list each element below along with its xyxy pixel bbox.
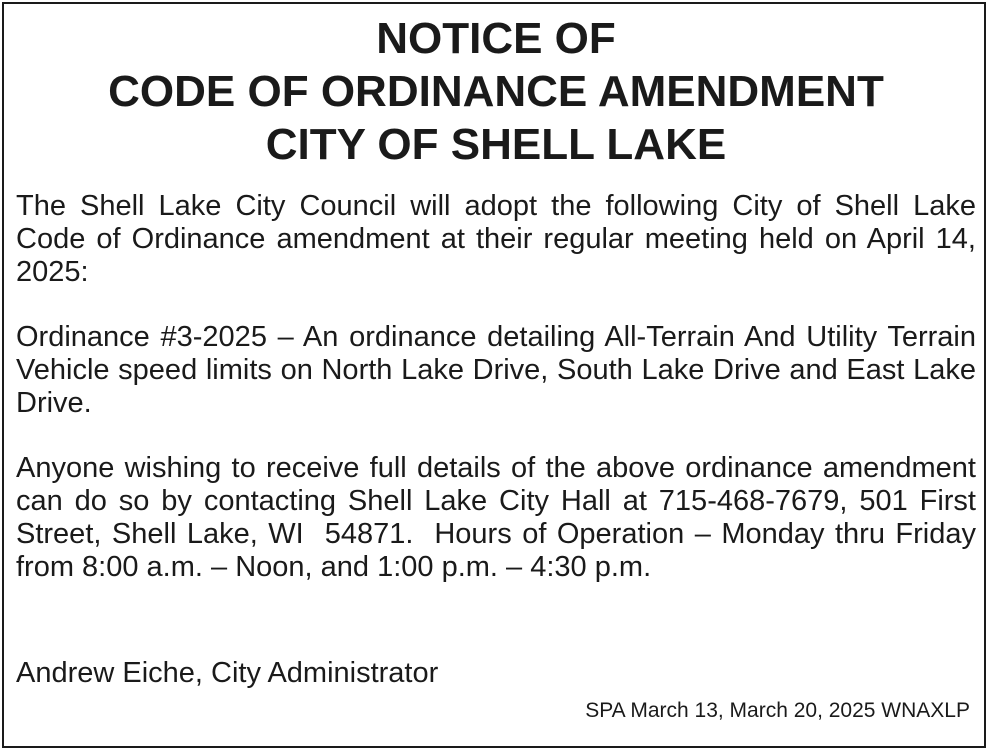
notice-headline — [4, 12, 988, 171]
meeting-paragraph: The Shell Lake City Council will adopt the following City of Shell Lake Code of Ordinance amendment at their regular meeting held on April 14, 2025: — [16, 190, 976, 288]
notice-frame — [2, 2, 986, 748]
publication-line: SPA March 13, March 20, 2025 WNAXLP — [585, 699, 970, 722]
headline-line-2: CODE OF ORDINANCE AMENDMENT — [108, 67, 884, 116]
headline-line-1: NOTICE OF — [376, 14, 616, 63]
contact-paragraph: Anyone wishing to receive full details of the above ordinance amendment can do so by contacting Shell Lake City Hall at 715-468-7679, 501 First Street, Shell Lake, WI 54871. Hours of Operation – Monday thru Friday from 8:00 a.m. – Noon, and 1:00 p.m. – 4:30 p.m. — [16, 452, 976, 583]
notice-body — [16, 190, 976, 616]
headline-line-3: CITY OF SHELL LAKE — [265, 120, 727, 169]
signature-line: Andrew Eiche, City Administrator — [16, 657, 439, 689]
ordinance-paragraph: Ordinance #3-2025 – An ordinance detailing All-Terrain And Utility Terrain Vehicle speed limits on North Lake Drive, South Lake Drive and East Lake Drive. — [16, 321, 976, 419]
